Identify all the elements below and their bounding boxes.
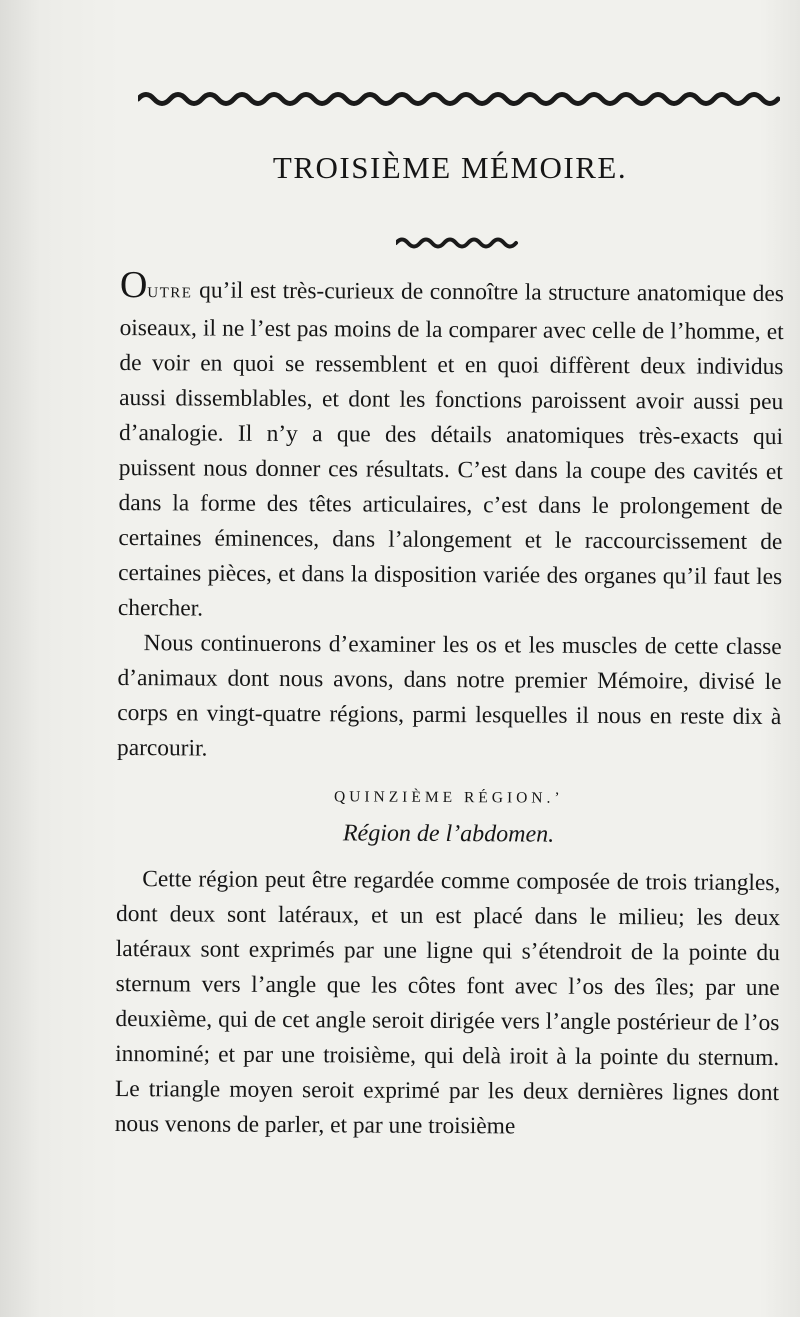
small-wavy-ornament <box>396 234 522 252</box>
drop-cap: O <box>119 264 148 307</box>
intro-text: qu’il est très-curieux de connoître la structure anatomique des oiseaux, il ne l’est pas moins de la comparer avec celle de l’homme, et de voir en quoi se ressemblent et en quoi diffèrent deux individus aussi dissemblables, et dont les fonctions paroissent avoir aussi peu d’analogie. Il n’y a que des détails anatomiques très-exacts qui puissent nous donner ces résultats. C’est dans la coupe des cavités et dans la forme des têtes articulaires, c’est dans le prolongement de certaines éminences, dans l’alongement et le raccourcissement de certaines pièces, et dans la disposition variée des organes qu’il faut les chercher. <box>117 277 784 622</box>
section-heading: QUINZIÈME RÉGION.’ <box>333 788 564 807</box>
section-subtitle: Région de l’abdomen. <box>342 820 555 848</box>
wavy-rule-ornament <box>138 86 780 112</box>
body-text <box>114 264 784 1146</box>
lead-smallcaps: UTRE <box>147 285 193 302</box>
paragraph-3: Cette région peut être regardée comme composée de trois triangles, dont deux sont latéraux, et un est placé dans le milieu; les deux latéraux sont exprimés par une ligne qui s’étendroit de la pointe du sternum vers l’angle que les côtes font avec l’os des îles; par une deuxième, qui de cet angle seroit dirigée vers l’angle postérieur de l’os innominé; et par une troisième, qui delà iroit à la pointe du sternum. Le triangle moyen seroit exprimé par les deux dernières lignes dont nous venons de parler, et par une troisième <box>114 866 781 1140</box>
intro-paragraph <box>117 264 784 630</box>
paragraph-2: Nous continuerons d’examiner les os et les muscles de cette classe d’animaux dont nous avons, dans notre premier Mémoire, divisé le corps en vingt-quatre régions, parmi lesquelles il nous en reste dix à parcourir. <box>117 630 782 762</box>
memoir-title: TROISIÈME MÉMOIRE. <box>272 150 628 185</box>
